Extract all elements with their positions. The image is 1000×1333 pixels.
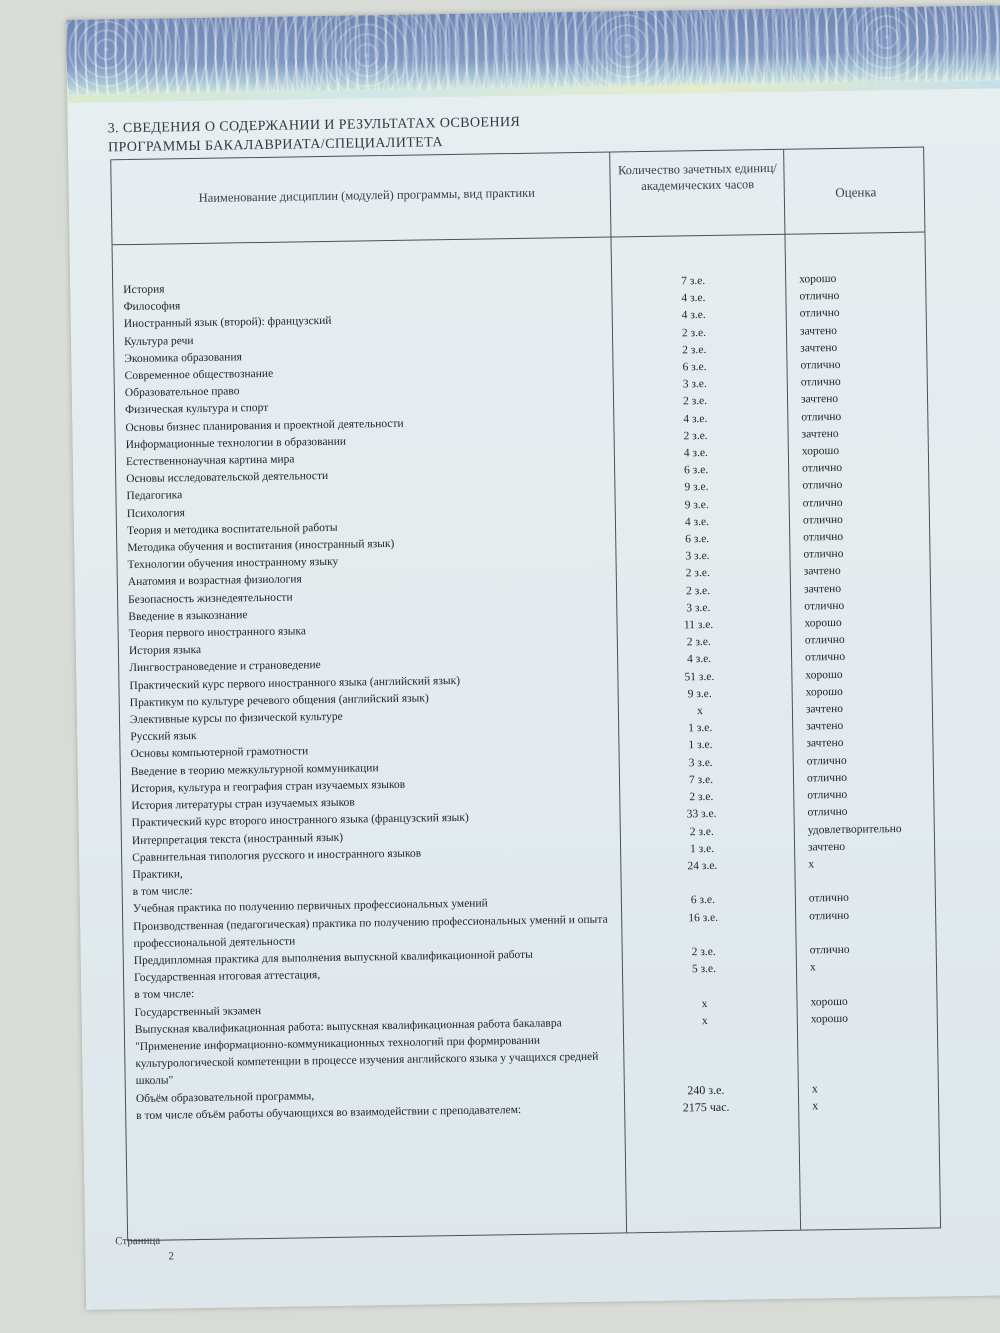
grade-cell: отлично — [807, 806, 848, 819]
credits-cell: 1 з.е. — [688, 739, 713, 752]
grade-cell: зачтено — [805, 702, 844, 716]
discipline-name-cell: Введение в языкознание — [128, 609, 248, 623]
grade-cell: отлично — [803, 530, 844, 544]
credits-cell: 6 з.е. — [684, 464, 709, 477]
section-title-line2: ПРОГРАММЫ БАКАЛАВРИАТА/СПЕЦИАЛИТЕТА — [107, 135, 444, 156]
discipline-name-cell: Методика обучения и воспитания (иностранный язык) — [127, 537, 395, 555]
credits-cell: 2 з.е. — [685, 584, 711, 597]
credits-cell: 2 з.е. — [683, 429, 708, 443]
header-grade: Оценка — [835, 184, 877, 200]
credits-cell: 51 з.е. — [684, 670, 715, 684]
grade-cell: отлично — [800, 376, 841, 389]
credits-cell: 1 з.е. — [689, 842, 715, 856]
grade-cell: хорошо — [810, 995, 848, 1008]
grade-cell: отлично — [806, 771, 848, 785]
grade-cell: отлично — [800, 358, 841, 372]
credits-cell: 4 з.е. — [683, 412, 708, 425]
credits-cell: 4 з.е. — [684, 515, 710, 529]
page-number: 2 — [168, 1250, 175, 1263]
page-label: Страница — [115, 1234, 161, 1248]
header-discipline-name: Наименование дисциплин (модулей) программы, вид практики — [198, 185, 535, 205]
discipline-name-cell: Лингвострановедение и страноведение — [129, 659, 321, 675]
grade-cell: хорошо — [801, 444, 840, 458]
discipline-name-cell: История — [123, 283, 165, 297]
discipline-name-cell: в том числе объём работы обучающихся во взаимодействии с преподавателем: — [136, 1103, 522, 1122]
credits-cell: 4 з.е. — [681, 292, 706, 305]
discipline-name-cell: Выпускная квалификационная работа: выпускная квалификационная работа бакалавра — [134, 1017, 562, 1036]
credits-cell: 6 з.е. — [685, 533, 710, 546]
grade-cell: отлично — [802, 496, 843, 510]
discipline-name-cell: Практики, — [132, 868, 183, 881]
grade-cell: отлично — [806, 754, 847, 768]
grade-cell: отлично — [802, 513, 843, 527]
grade-cell: хорошо — [810, 1012, 849, 1026]
grade-cell: x — [812, 1098, 819, 1113]
discipline-name-cell: Психология — [126, 506, 185, 520]
credits-cell: 2 з.е. — [686, 636, 711, 649]
grade-cell: отлично — [807, 788, 848, 802]
discipline-name-cell: Педагогика — [126, 489, 183, 503]
header-credits: Количество зачетных единиц/ академических часов — [617, 160, 777, 193]
discipline-name-cell: Введение в теорию межкультурной коммуникации — [130, 761, 379, 778]
discipline-name-cell: Учебная практика по получению первичных профессиональных умений — [132, 897, 488, 916]
credits-cell: 3 з.е. — [686, 601, 711, 615]
discipline-name-cell: Иностранный язык (второй): французский — [123, 315, 332, 331]
credits-cell: x — [701, 997, 708, 1010]
header-divider — [113, 232, 925, 246]
grade-cell: отлично — [808, 892, 849, 905]
credits-cell: 3 з.е. — [682, 378, 707, 391]
discipline-name-cell: Основы исследовательской деятельности — [126, 470, 329, 486]
grade-cell: хорошо — [805, 685, 843, 699]
credits-cell: 3 з.е. — [685, 550, 710, 563]
discipline-name-cell: Основы компьютерной грамотности — [130, 745, 309, 761]
grade-cell: отлично — [799, 307, 840, 320]
credits-cell: 3 з.е. — [688, 756, 713, 769]
grade-cell: отлично — [803, 548, 844, 561]
section-title-line1: 3. СВЕДЕНИЯ О СОДЕРЖАНИИ И РЕЗУЛЬТАТАХ ОСВОЕНИЯ — [107, 114, 521, 137]
discipline-name-cell: Философия — [123, 300, 181, 314]
grade-cell: зачтено — [803, 582, 842, 596]
grade-cell: отлично — [805, 651, 846, 664]
discipline-name-cell: Образовательное право — [124, 385, 240, 400]
grade-cell: отлично — [799, 290, 840, 303]
credits-cell: 2175 час. — [682, 1099, 730, 1115]
credits-cell: x — [701, 1014, 708, 1027]
discipline-name-cell: Физическая культура и спорт — [125, 402, 269, 417]
discipline-name-cell: "Применение информационно-коммуникационных технологий при формировании культурологической компетенции в процессе изучения английского языка у учащихся средней школы" — [135, 1034, 599, 1088]
credits-cell: 9 з.е. — [684, 498, 709, 511]
credits-cell: 6 з.е. — [690, 894, 716, 907]
discipline-name-cell: Современное обществознание — [124, 367, 274, 383]
grade-cell: зачтено — [807, 840, 846, 854]
discipline-name-cell: Государственная итоговая аттестация, — [133, 969, 321, 985]
discipline-name-cell: Экономика образования — [124, 351, 242, 365]
credits-cell: x — [696, 705, 703, 718]
grade-cell: отлично — [804, 599, 845, 613]
discipline-name-cell: Технологии обучения иностранному языку — [127, 556, 339, 572]
credits-cell: 2 з.е. — [682, 343, 707, 357]
discipline-name-cell: Информационные технологии в образовании — [125, 435, 347, 451]
grade-cell: отлично — [802, 479, 843, 492]
discipline-name-cell: Анатомия и возрастная физиология — [127, 573, 302, 589]
grade-cell: зачтено — [803, 565, 841, 578]
grade-cell: хорошо — [804, 616, 842, 630]
discipline-name-cell: Практический курс второго иностранного языка (французский язык) — [131, 812, 469, 830]
credits-cell: 7 з.е. — [688, 773, 714, 787]
discipline-name-cell: Русский язык — [130, 730, 197, 744]
discipline-name-cell: Естественнонаучная картина мира — [125, 453, 295, 469]
grade-cell: отлично — [809, 909, 850, 922]
discipline-name-cell: Преддипломная практика для выполнения выпускной квалификационной работы — [133, 948, 533, 967]
discipline-name-cell: в том числе: — [132, 885, 193, 899]
results-table — [110, 147, 941, 1242]
discipline-name-cell: Практический курс первого иностранного языка (английский язык) — [129, 674, 461, 692]
grade-cell: отлично — [802, 462, 843, 475]
credits-cell: 1 з.е. — [688, 722, 713, 735]
credits-cell: 4 з.е. — [683, 447, 708, 460]
discipline-name-cell: История литературы стран изучаемых языков — [131, 796, 355, 813]
discipline-name-cell: Сравнительная типология русского и иностранного языков — [132, 847, 422, 864]
discipline-name-cell: Государственный экзамен — [134, 1004, 262, 1019]
grade-cell: зачтено — [806, 737, 844, 750]
credits-cell: 33 з.е. — [686, 808, 717, 821]
discipline-name-cell: История, культура и география стран изучаемых языков — [130, 778, 406, 795]
discipline-name-cell: Теория первого иностранного языка — [128, 625, 307, 641]
grade-cell: хорошо — [805, 668, 843, 682]
grade-cell: отлично — [804, 634, 845, 647]
table-body — [113, 270, 938, 1126]
grade-cell: зачтено — [800, 393, 839, 406]
discipline-name-cell: Производственная (педагогическая) практика по получению профессиональных умений и опыта профессиональной деятельности — [133, 913, 608, 950]
grade-cell: x — [808, 858, 815, 871]
credits-cell: 6 з.е. — [682, 360, 707, 374]
credits-cell: 2 з.е. — [682, 395, 708, 408]
credits-cell: 2 з.е. — [685, 567, 710, 580]
grade-cell: хорошо — [799, 272, 837, 286]
credits-cell: 2 з.е. — [681, 326, 707, 339]
grade-cell: зачтено — [806, 720, 844, 733]
credits-cell: 2 з.е. — [689, 825, 714, 838]
grade-cell: отлично — [809, 943, 850, 957]
discipline-name-cell: Теория и методика воспитательной работы — [126, 521, 338, 537]
credits-cell: 2 з.е. — [689, 791, 714, 804]
grade-cell: зачтено — [801, 427, 839, 441]
credits-cell: 240 з.е. — [687, 1082, 725, 1097]
discipline-name-cell: История языка — [128, 644, 202, 658]
credits-cell: 9 з.е. — [684, 481, 709, 494]
credits-cell: 11 з.е. — [683, 618, 714, 632]
grade-cell: x — [809, 961, 816, 974]
credits-cell: 4 з.е. — [687, 653, 712, 666]
discipline-name-cell: в том числе: — [134, 988, 195, 1002]
discipline-name-cell: Интерпретация текста (иностранный язык) — [131, 831, 344, 847]
grade-cell: зачтено — [800, 341, 838, 355]
credits-cell: 9 з.е. — [687, 687, 712, 701]
grade-cell: удовлетворительно — [807, 822, 902, 836]
credits-cell: 16 з.е. — [688, 911, 719, 924]
discipline-name-cell: Основы бизнес планирования и проектной деятельности — [125, 417, 404, 434]
grade-cell: x — [811, 1080, 818, 1095]
credits-cell: 2 з.е. — [691, 945, 716, 959]
discipline-name-cell: Элективные курсы по физической культуре — [129, 710, 343, 727]
discipline-name-cell: Культура речи — [123, 334, 194, 348]
grade-cell: отлично — [801, 410, 842, 424]
credits-cell: 24 з.е. — [687, 859, 718, 873]
credits-cell: 7 з.е. — [681, 274, 706, 288]
document-page — [66, 5, 1000, 1310]
grade-cell: зачтено — [799, 324, 838, 338]
discipline-name-cell: Объём образовательной программы, — [135, 1089, 315, 1105]
discipline-name-cell: Безопасность жизнедеятельности — [128, 591, 293, 606]
discipline-name-cell: Практикум по культуре речевого общения (английский язык) — [129, 692, 429, 709]
credits-cell: 5 з.е. — [691, 963, 717, 976]
credits-cell: 4 з.е. — [681, 309, 706, 322]
